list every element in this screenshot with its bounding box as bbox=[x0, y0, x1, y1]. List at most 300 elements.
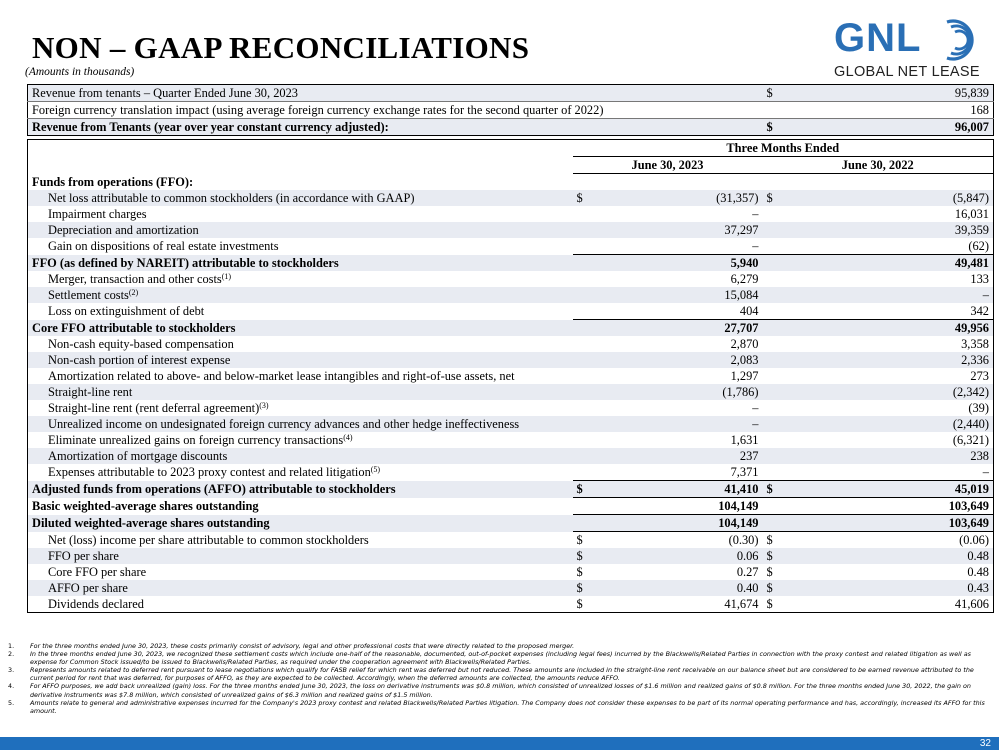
value-2023 bbox=[613, 190, 763, 206]
value-2023 bbox=[613, 464, 763, 481]
dollar-sign-text: $ bbox=[766, 191, 773, 205]
value-2023-text: – bbox=[752, 417, 759, 431]
value-2023-text: 27,707 bbox=[724, 321, 759, 335]
row-label-text: AFFO per share bbox=[48, 581, 128, 595]
page-number: 32 bbox=[979, 738, 991, 749]
footnote-text: For the three months ended June 30, 2023, these costs primarily consist of advisory, legal and other professional costs that were directly related to the proposed merger. bbox=[30, 642, 575, 650]
dollar-sign bbox=[573, 174, 613, 191]
dollar-sign bbox=[763, 498, 803, 515]
value-2022 bbox=[803, 336, 994, 352]
value-2023-text: 237 bbox=[739, 449, 759, 463]
dollar-sign bbox=[573, 532, 613, 549]
table-row bbox=[28, 416, 994, 432]
row-label bbox=[28, 206, 573, 222]
logo-swoosh-icon bbox=[941, 18, 991, 62]
row-label-text: Net (loss) income per share attributable to common stockholders bbox=[48, 532, 369, 547]
revenue-table bbox=[27, 84, 994, 136]
dollar-sign bbox=[763, 400, 803, 416]
footnote-number: 2. bbox=[8, 650, 15, 659]
footnote-ref: (2) bbox=[128, 288, 139, 297]
header-row bbox=[28, 140, 994, 157]
value-2022 bbox=[803, 548, 994, 564]
value-2022 bbox=[803, 222, 994, 238]
value-2023 bbox=[613, 564, 763, 580]
row-label: Revenue from Tenants (year over year constant currency adjusted): bbox=[28, 119, 763, 136]
value-2022-text: (6,321) bbox=[952, 433, 989, 447]
table-row bbox=[28, 532, 994, 549]
dollar-sign bbox=[763, 464, 803, 481]
dollar-sign-text: $ bbox=[766, 533, 773, 547]
dollar-sign bbox=[763, 548, 803, 564]
value-2022 bbox=[803, 320, 994, 337]
table-row bbox=[28, 174, 994, 191]
value-2023-text: 37,297 bbox=[724, 223, 759, 237]
dollar-sign bbox=[573, 464, 613, 481]
value-2023 bbox=[613, 206, 763, 222]
value-2023-text: 5,940 bbox=[730, 256, 759, 270]
row-label bbox=[28, 432, 573, 448]
value-2022 bbox=[803, 287, 994, 303]
value-2023 bbox=[613, 287, 763, 303]
value-2022 bbox=[803, 352, 994, 368]
row-label bbox=[28, 271, 573, 287]
value-2023-text: – bbox=[752, 207, 759, 221]
value-2022-text: (39) bbox=[968, 401, 989, 415]
dollar-sign bbox=[573, 432, 613, 448]
dollar-sign bbox=[763, 190, 803, 206]
value-2022-text: 49,481 bbox=[954, 256, 989, 270]
row-label-text: Loss on extinguishment of debt bbox=[48, 304, 205, 319]
value-2022 bbox=[803, 303, 994, 320]
row-label-text: Amortization of mortgage discounts bbox=[48, 449, 228, 463]
value-2023 bbox=[613, 352, 763, 368]
value-2022-text: 342 bbox=[970, 304, 989, 318]
row-label: Foreign currency translation impact (using average foreign currency exchange rates for the second quarter of 2022) bbox=[28, 102, 763, 119]
dollar-sign bbox=[573, 303, 613, 320]
value-2022-text: 103,649 bbox=[948, 499, 989, 513]
value-2022 bbox=[803, 498, 994, 515]
value-2022-text: 16,031 bbox=[954, 207, 989, 221]
dollar-sign-text: $ bbox=[766, 597, 773, 611]
row-label bbox=[28, 384, 573, 400]
dollar-sign bbox=[763, 384, 803, 400]
logo-wordmark: GNL bbox=[834, 16, 922, 60]
dollar-sign-text: $ bbox=[576, 597, 583, 611]
table-row bbox=[28, 515, 994, 532]
dollar-sign bbox=[763, 174, 803, 191]
dollar-sign bbox=[763, 532, 803, 549]
dollar-sign-text: $ bbox=[576, 533, 583, 547]
dollar-sign bbox=[763, 481, 803, 498]
value-2023 bbox=[613, 303, 763, 320]
value-2023 bbox=[613, 596, 763, 613]
row-label-text: Core FFO attributable to stockholders bbox=[32, 320, 236, 335]
row-label: Revenue from tenants – Quarter Ended June 30, 2023 bbox=[28, 85, 763, 102]
value-2023 bbox=[613, 481, 763, 498]
dollar-sign bbox=[763, 255, 803, 272]
row-label bbox=[28, 481, 573, 498]
row-label bbox=[28, 255, 573, 272]
table-row bbox=[28, 287, 994, 303]
row-label bbox=[28, 498, 573, 515]
row-label bbox=[28, 222, 573, 238]
value-2022 bbox=[803, 190, 994, 206]
dollar-sign bbox=[573, 448, 613, 464]
row-label-text: Settlement costs bbox=[48, 288, 129, 302]
value-2022-text: 45,019 bbox=[954, 482, 989, 496]
row-label bbox=[28, 303, 573, 320]
value-2023-text: 0.40 bbox=[736, 581, 759, 595]
row-label bbox=[28, 368, 573, 384]
value-2023 bbox=[613, 432, 763, 448]
table-row bbox=[28, 368, 994, 384]
value-2023-text: 0.06 bbox=[736, 549, 759, 563]
value-2022 bbox=[803, 206, 994, 222]
row-label bbox=[28, 532, 573, 549]
dollar-sign bbox=[573, 564, 613, 580]
dollar-sign bbox=[763, 432, 803, 448]
row-label bbox=[28, 416, 573, 432]
row-label bbox=[28, 238, 573, 255]
table-row bbox=[28, 352, 994, 368]
dollar-sign bbox=[763, 336, 803, 352]
row-label bbox=[28, 400, 573, 416]
footnote-number: 1. bbox=[8, 642, 15, 650]
value-2022 bbox=[803, 384, 994, 400]
value-2023-text: (1,786) bbox=[722, 385, 759, 399]
table-row bbox=[28, 206, 994, 222]
value-2022 bbox=[803, 564, 994, 580]
row-label-text: Adjusted funds from operations (AFFO) attributable to stockholders bbox=[32, 482, 396, 496]
dollar-sign bbox=[763, 580, 803, 596]
column-header-2023: June 30, 2023 bbox=[573, 157, 763, 174]
table-row bbox=[28, 119, 994, 136]
value-2023-text: 2,083 bbox=[730, 353, 759, 367]
value-2022-text: – bbox=[982, 465, 989, 479]
row-label bbox=[28, 515, 573, 532]
value-2023 bbox=[613, 320, 763, 337]
value-2023 bbox=[613, 238, 763, 255]
value-2022-text: 3,358 bbox=[961, 337, 989, 351]
dollar-sign-text: $ bbox=[766, 549, 773, 563]
value-2022 bbox=[803, 432, 994, 448]
value-2023-text: – bbox=[752, 239, 759, 253]
row-label bbox=[28, 580, 573, 596]
dollar-sign bbox=[763, 271, 803, 287]
row-label-text: Eliminate unrealized gains on foreign currency transactions bbox=[48, 433, 344, 447]
footnote-text: Amounts relate to general and administrative expenses incurred for the Company's 2023 proxy contest and related Blackwells/Related Parties litigation. The Company does not consider these expenses to be part of its normal operating performance and has, accordingly, increased its AFFO for this amount. bbox=[30, 698, 985, 715]
dollar-sign bbox=[573, 416, 613, 432]
row-label bbox=[28, 448, 573, 464]
dollar-sign bbox=[573, 580, 613, 596]
row-label-text: Amortization related to above- and below-market lease intangibles and right-of-use assets, net bbox=[48, 369, 515, 383]
row-value: 168 bbox=[813, 102, 994, 119]
row-label-text: Unrealized income on undesignated foreign currency advances and other hedge ineffectiveness bbox=[48, 417, 520, 431]
row-label-text: Merger, transaction and other costs bbox=[48, 272, 222, 286]
row-label bbox=[28, 464, 573, 481]
page-title: NON – GAAP RECONCILIATIONS bbox=[32, 30, 530, 65]
value-2023-text: 1,631 bbox=[730, 433, 759, 447]
table-row bbox=[28, 255, 994, 272]
table-row bbox=[28, 548, 994, 564]
row-label-text: Straight-line rent (rent deferral agreement) bbox=[48, 401, 260, 415]
footnotes bbox=[8, 642, 993, 715]
value-2023 bbox=[613, 174, 763, 191]
dollar-sign bbox=[573, 548, 613, 564]
value-2022-text: 273 bbox=[970, 369, 989, 383]
value-2022 bbox=[803, 448, 994, 464]
dollar-sign-text: $ bbox=[766, 482, 773, 496]
value-2022 bbox=[803, 596, 994, 613]
dollar-sign bbox=[573, 255, 613, 272]
table-row bbox=[28, 384, 994, 400]
company-logo bbox=[833, 14, 993, 84]
dollar-sign bbox=[763, 287, 803, 303]
value-2023 bbox=[613, 532, 763, 549]
table-row bbox=[28, 400, 994, 416]
amounts-note: (Amounts in thousands) bbox=[25, 66, 135, 78]
dollar-sign bbox=[763, 303, 803, 320]
dollar-sign bbox=[573, 481, 613, 498]
footnote-ref: (1) bbox=[221, 272, 232, 281]
dollar-sign bbox=[763, 416, 803, 432]
value-2022 bbox=[803, 416, 994, 432]
value-2023-text: 2,870 bbox=[730, 337, 759, 351]
table-row bbox=[28, 464, 994, 481]
dollar-sign bbox=[573, 222, 613, 238]
dollar-sign bbox=[573, 352, 613, 368]
value-2023 bbox=[613, 515, 763, 532]
value-2022 bbox=[803, 368, 994, 384]
value-2022 bbox=[803, 174, 994, 191]
row-label-text: Diluted weighted-average shares outstanding bbox=[32, 516, 270, 530]
row-label bbox=[28, 320, 573, 337]
dollar-sign-text: $ bbox=[576, 482, 583, 496]
dollar-sign bbox=[763, 238, 803, 255]
dollar-sign-text: $ bbox=[766, 565, 773, 579]
dollar-sign bbox=[763, 564, 803, 580]
dollar-sign bbox=[573, 271, 613, 287]
value-2022 bbox=[803, 580, 994, 596]
row-label bbox=[28, 190, 573, 206]
value-2022 bbox=[803, 481, 994, 498]
dollar-sign bbox=[573, 384, 613, 400]
dollar-sign bbox=[573, 336, 613, 352]
value-2023-text: 6,279 bbox=[730, 272, 759, 286]
dollar-sign-text: $ bbox=[576, 191, 583, 205]
dollar-sign bbox=[573, 238, 613, 255]
row-value: 96,007 bbox=[813, 119, 994, 136]
value-2023 bbox=[613, 448, 763, 464]
row-label-text: Straight-line rent bbox=[48, 385, 133, 399]
value-2022-text: – bbox=[982, 288, 989, 302]
value-2023 bbox=[613, 498, 763, 515]
value-2022-text: (2,342) bbox=[952, 385, 989, 399]
value-2023 bbox=[613, 255, 763, 272]
row-label-text: Net loss attributable to common stockholders (in accordance with GAAP) bbox=[48, 191, 415, 205]
dollar-sign bbox=[573, 400, 613, 416]
dollar-sign bbox=[763, 515, 803, 532]
dollar-sign bbox=[763, 368, 803, 384]
row-label-text: Expenses attributable to 2023 proxy contest and related litigation bbox=[48, 465, 371, 480]
dollar-sign bbox=[763, 448, 803, 464]
row-label-text: Dividends declared bbox=[48, 597, 144, 611]
dollar-sign bbox=[573, 498, 613, 515]
value-2023-text: (31,357) bbox=[716, 191, 759, 205]
table-row bbox=[28, 498, 994, 515]
value-2023-text: 104,149 bbox=[718, 499, 759, 513]
dollar-sign-text: $ bbox=[576, 565, 583, 579]
table-row bbox=[28, 336, 994, 352]
value-2022-text: (62) bbox=[968, 239, 989, 253]
value-2022-text: 39,359 bbox=[954, 223, 989, 237]
value-2023-text: 41,674 bbox=[724, 597, 759, 611]
value-2023-text: (0.30) bbox=[728, 533, 759, 547]
footnote bbox=[8, 699, 993, 715]
value-2023 bbox=[613, 580, 763, 596]
dollar-sign bbox=[763, 596, 803, 613]
row-label bbox=[28, 564, 573, 580]
dollar-sign bbox=[573, 596, 613, 613]
dollar-sign bbox=[573, 368, 613, 384]
dollar-sign bbox=[573, 515, 613, 532]
value-2022-text: 41,606 bbox=[954, 597, 989, 611]
table-row bbox=[28, 320, 994, 337]
table-row bbox=[28, 448, 994, 464]
dollar-sign bbox=[763, 222, 803, 238]
dollar-sign bbox=[763, 320, 803, 337]
table-row bbox=[28, 222, 994, 238]
logo-tagline: GLOBAL NET LEASE bbox=[834, 64, 980, 80]
table-row bbox=[28, 271, 994, 287]
value-2023 bbox=[613, 548, 763, 564]
value-2022-text: 0.48 bbox=[967, 565, 989, 579]
value-2023 bbox=[613, 336, 763, 352]
row-label-text: Depreciation and amortization bbox=[48, 223, 199, 237]
row-label-text: Impairment charges bbox=[48, 207, 147, 221]
row-label bbox=[28, 336, 573, 352]
value-2022-text: 133 bbox=[970, 272, 989, 286]
value-2023 bbox=[613, 384, 763, 400]
footnote-text: In the three months ended June 30, 2023, we recognized these settlement costs which include one-half of the reasonable, documented, out-of-pocket expenses (including legal fees) incurred by the Blackwells/Related Parties in connection with the proxy contest and related litigation as well as expense for Common Stock issued/to be issued to Blackwells/Related Parties, as required under the cooperation agreement with Blackwells/Related Parties. bbox=[30, 650, 971, 667]
dollar-sign bbox=[763, 206, 803, 222]
row-label-text: Non-cash portion of interest expense bbox=[48, 353, 231, 367]
dollar-sign bbox=[573, 320, 613, 337]
value-2023-text: 41,410 bbox=[724, 482, 759, 496]
header-row bbox=[28, 157, 994, 174]
row-label bbox=[28, 548, 573, 564]
row-label bbox=[28, 596, 573, 613]
value-2022-text: 238 bbox=[970, 449, 989, 463]
table-row bbox=[28, 596, 994, 613]
footnote bbox=[8, 682, 993, 698]
value-2022 bbox=[803, 532, 994, 549]
footnote-number: 4. bbox=[8, 682, 15, 691]
footer-bar bbox=[0, 737, 999, 750]
value-2023 bbox=[613, 368, 763, 384]
value-2023-text: 1,297 bbox=[730, 369, 759, 383]
value-2023-text: 404 bbox=[739, 304, 759, 318]
dollar-sign bbox=[763, 352, 803, 368]
column-header-2022: June 30, 2022 bbox=[763, 157, 994, 174]
value-2023 bbox=[613, 222, 763, 238]
footnote-text: For AFFO purposes, we add back unrealized (gain) loss. For the three months ended June 30, 2023, the loss on derivative instruments was $0.8 million, which consisted of unrealized losses of $1.6 million and realized gains of $0.8 million. For the three months ended June 30, 2022, the gain on derivative instruments was $7.8 million, which consisted of unrealized gains of $6.3 million and realized gains of $1.5 million. bbox=[30, 682, 971, 699]
dollar-sign-text: $ bbox=[576, 549, 583, 563]
table-row bbox=[28, 580, 994, 596]
dollar-sign-text: $ bbox=[576, 581, 583, 595]
row-label-text: FFO per share bbox=[48, 549, 119, 563]
table-row bbox=[28, 238, 994, 255]
row-label bbox=[28, 287, 573, 303]
row-label bbox=[28, 352, 573, 368]
dollar-sign: $ bbox=[763, 119, 813, 136]
row-value: 95,839 bbox=[813, 85, 994, 102]
dollar-sign bbox=[573, 287, 613, 303]
footnote-ref: (5) bbox=[370, 465, 381, 475]
table-row bbox=[28, 481, 994, 498]
dollar-sign bbox=[573, 190, 613, 206]
value-2022 bbox=[803, 515, 994, 532]
value-2022-text: (2,440) bbox=[952, 417, 989, 431]
row-label-text: Funds from operations (FFO): bbox=[32, 174, 194, 189]
value-2023-text: 7,371 bbox=[730, 465, 759, 479]
row-label-text: FFO (as defined by NAREIT) attributable to stockholders bbox=[32, 255, 339, 270]
value-2022 bbox=[803, 255, 994, 272]
ffo-reconciliation-table bbox=[27, 139, 994, 613]
value-2022-text: 49,956 bbox=[954, 321, 989, 335]
dollar-sign bbox=[573, 206, 613, 222]
footnote-text: Represents amounts related to deferred rent pursuant to lease negotiations which qualify for FASB relief for which rent was deferred but not reduced. These amounts are included in the straight-line rent receivable on our balance sheet but are considered to be earned revenue attributed to the current period for rent that was deferred, for purposes of AFFO, as they are expected to be collected. Accordingly, when the deferred amounts are collected, the amounts reduce AFFO. bbox=[30, 666, 974, 683]
footnote-number: 3. bbox=[8, 666, 15, 675]
value-2022-text: 0.48 bbox=[967, 549, 989, 563]
value-2023 bbox=[613, 400, 763, 416]
footnote bbox=[8, 666, 993, 682]
table-row bbox=[28, 102, 994, 119]
value-2022-text: 0.43 bbox=[967, 581, 989, 595]
row-label-text: Basic weighted-average shares outstanding bbox=[32, 499, 259, 513]
value-2022-text: 2,336 bbox=[961, 353, 989, 367]
value-2023-text: 0.27 bbox=[736, 565, 759, 579]
value-2023-text: – bbox=[752, 401, 759, 415]
value-2023-text: 15,084 bbox=[724, 288, 759, 302]
value-2023 bbox=[613, 416, 763, 432]
footnote bbox=[8, 642, 993, 650]
footnote-ref: (4) bbox=[343, 433, 353, 442]
value-2022-text: 103,649 bbox=[948, 516, 989, 530]
value-2022 bbox=[803, 464, 994, 481]
footnote bbox=[8, 650, 993, 666]
row-label-text: Gain on dispositions of real estate investments bbox=[48, 239, 279, 254]
footnote-ref: (3) bbox=[259, 401, 269, 410]
value-2022-text: (5,847) bbox=[952, 191, 989, 205]
value-2022 bbox=[803, 400, 994, 416]
footnote-number: 5. bbox=[8, 698, 15, 707]
row-label-text: Non-cash equity-based compensation bbox=[48, 337, 234, 351]
table-row bbox=[28, 85, 994, 102]
value-2023-text: 104,149 bbox=[718, 516, 759, 530]
period-header: Three Months Ended bbox=[726, 141, 840, 155]
value-2022-text: (0.06) bbox=[959, 533, 989, 547]
table-row bbox=[28, 190, 994, 206]
value-2023 bbox=[613, 271, 763, 287]
value-2022 bbox=[803, 238, 994, 255]
table-row bbox=[28, 432, 994, 448]
table-row bbox=[28, 303, 994, 320]
value-2022 bbox=[803, 271, 994, 287]
dollar-sign bbox=[763, 102, 813, 119]
table-row bbox=[28, 564, 994, 580]
row-label bbox=[28, 174, 573, 191]
